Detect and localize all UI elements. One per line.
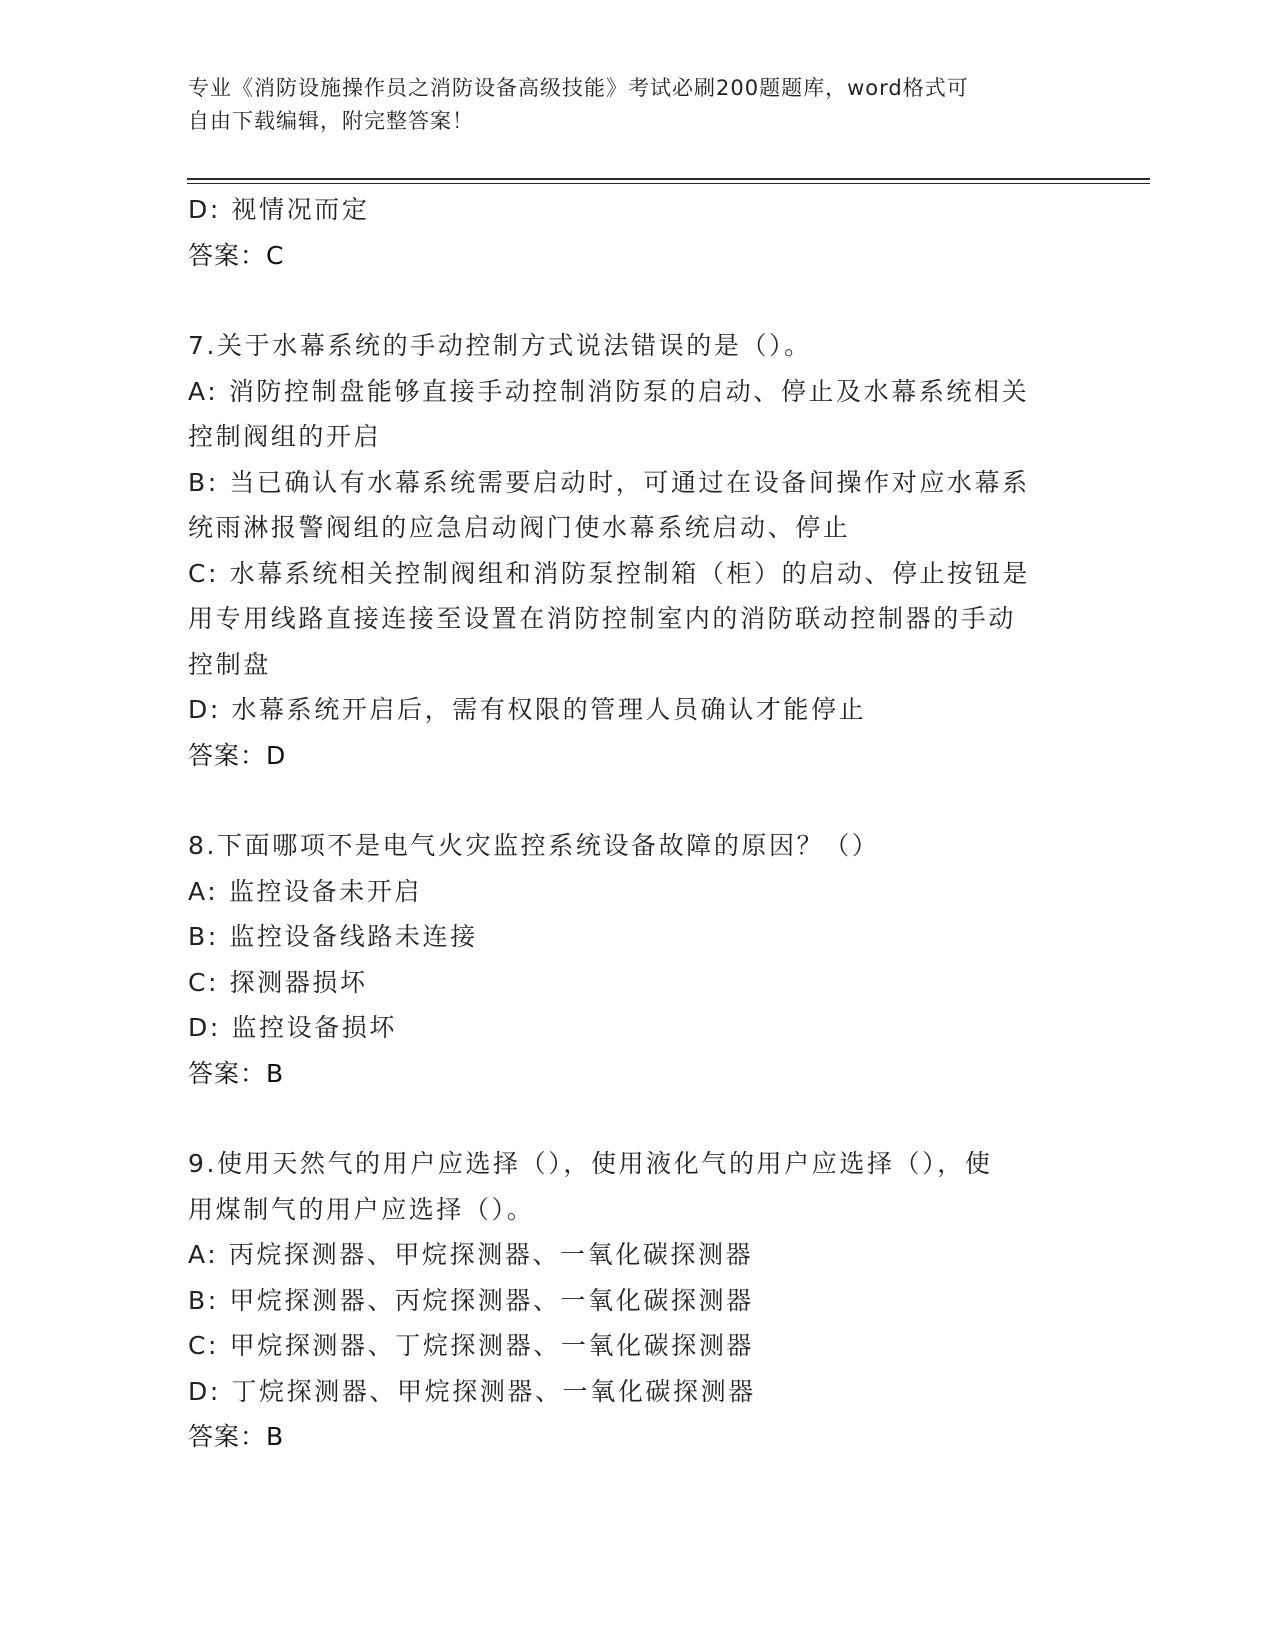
header-title-line-2: 自由下载编辑，附完整答案！ [188,109,474,133]
spacer [188,278,1068,323]
answer-line: 答案：B [188,1422,285,1451]
answer-line: 答案：B [188,1058,285,1088]
option-d: D: 视情况而定 [188,195,370,224]
option-c: C: 甲烷探测器、丁烷探测器、一氧化碳探测器 [188,1331,755,1360]
option-c-continued-2: 控制盘 [188,649,271,679]
header-divider [187,178,1150,184]
option-c-continued: 用专用线路直接连接至设置在消防控制室内的消防联动控制器的手动 [188,604,1017,633]
option-b: B: 甲烷探测器、丙烷探测器、一氧化碳探测器 [188,1285,754,1315]
option-b-continued: 统雨淋报警阀组的应急启动阀门使水幕系统启动、停止 [188,513,851,542]
option-c: C: 水幕系统相关控制阀组和消防泵控制箱（柜）的启动、停止按钮是 [188,558,1031,588]
question-list [188,187,1068,1460]
header-title-line-1: 专业《消防设施操作员之消防设备高级技能》考试必刷200题题库，word格式可 [188,76,969,100]
option-d: D: 丁烷探测器、甲烷探测器、一氧化碳探测器 [188,1376,756,1406]
option-b: B: 监控设备线路未连接 [188,922,478,951]
option-a: A: 监控设备未开启 [188,876,423,906]
option-d: D: 水幕系统开启后，需有权限的管理人员确认才能停止 [188,695,867,724]
question-9 [188,1141,1068,1460]
option-a: A: 丙烷探测器、甲烷探测器、一氧化碳探测器 [188,1240,754,1269]
question-stem: 8.下面哪项不是电气火灾监控系统设备故障的原因？（） [188,831,880,860]
previous-question-tail [188,187,1068,278]
spacer [188,1096,1068,1141]
spacer [188,778,1068,823]
question-stem-continued: 用煤制气的用户应选择（）。 [188,1194,535,1224]
option-b: B: 当已确认有水幕系统需要启动时，可通过在设备间操作对应水幕系 [188,467,1030,497]
option-c: C: 探测器损坏 [188,967,368,997]
question-stem: 9.使用天然气的用户应选择（），使用液化气的用户应选择（），使 [188,1149,993,1178]
option-a: A: 消防控制盘能够直接手动控制消防泵的启动、停止及水幕系统相关 [188,376,1030,406]
question-stem: 7.关于水幕系统的手动控制方式说法错误的是（）。 [188,331,812,360]
question-8 [188,823,1068,1096]
option-a-continued: 控制阀组的开启 [188,422,382,451]
answer-line: 答案：C [188,240,285,270]
answer-line: 答案：D [188,740,287,770]
option-d: D: 监控设备损坏 [188,1013,398,1042]
question-7 [188,323,1068,778]
document-header [188,72,1068,138]
